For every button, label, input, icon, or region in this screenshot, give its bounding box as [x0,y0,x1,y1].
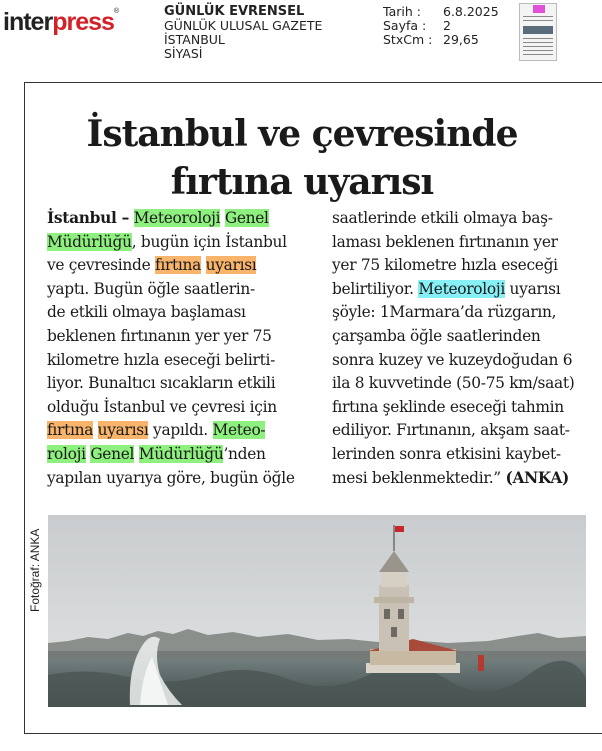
thumbnail-line [523,16,553,17]
date-label: Tarih : [383,4,421,19]
article-photo [48,515,586,707]
text-line: çarşamba öğle saatlerinden [332,326,541,345]
text-line [47,231,312,255]
maidens-tower-photo [48,515,586,707]
keyword-highlight: Meteo- [212,421,266,440]
thumbnail-line [523,50,553,51]
tower-balcony [374,597,414,603]
text-line: liyor. Bunaltıcı sıcakların etkili [47,374,276,393]
interpress-logo [3,8,119,37]
text-line: lerinden sonra etkisini kaybet- [332,444,561,463]
text-fragment: mesi beklenmektedir.” [332,468,506,487]
article-column-right [332,207,590,490]
keyword-highlight: fırtına [47,421,94,440]
text-line: laması beklenen fırtınanın yer [332,232,558,251]
text-fragment: belirtiliyor. [332,279,419,298]
keyword-highlight: fırtına [154,256,202,275]
keyword-highlight: Meteoroloji [133,209,221,227]
page-label: Sayfa : [383,18,427,33]
article-headline [24,110,580,206]
logo-text-main: inter [3,8,53,36]
islet-building [370,649,456,665]
text-line: de etkili olmaya başlaması [47,303,246,322]
stxcm-value: 29,65 [443,32,479,47]
keyword-highlight: Genel [224,209,269,227]
tower-window [384,609,390,619]
text-line: sonra kuzey ve kuzeydoğudan 6 [332,350,573,369]
keyword-highlight: uyarısı [97,421,149,440]
publication-city: İSTANBUL [164,32,225,47]
text-line: saatlerinde etkili olmaya baş- [332,209,553,227]
article-column-left [47,207,312,490]
photo-credit: Fotoğraf: ANKA [28,528,42,612]
keyword-highlight: Müdürlüğü [47,232,132,251]
text-line [332,467,590,491]
thumbnail-line [523,42,553,43]
page-thumbnail[interactable] [519,3,557,61]
keyword-highlight: roloji [47,444,86,463]
publication-category: GÜNLÜK ULUSAL GAZETE [164,18,323,33]
page-value: 2 [443,18,451,33]
thumbnail-marker [533,5,545,13]
text-line [47,419,312,443]
date-value: 6.8.2025 [443,4,499,19]
text-line: kilometre hızla eseceği belirti- [47,350,275,369]
publication-name: GÜNLÜK EVRENSEL [164,4,305,19]
text-line [47,254,312,278]
keyword-highlight: uyarısı [205,256,257,275]
text-line: ediliyor. Fırtınanın, akşam saat- [332,421,570,440]
tower-body [379,585,409,651]
text-line: beklenen fırtınanın yer yer 75 [47,326,272,345]
text-line [332,278,590,302]
thumbnail-image-block [523,26,553,34]
thumbnail-line [523,46,553,47]
tower-window [398,609,404,619]
news-source: (ANKA) [505,468,569,487]
text-fragment: yapıldı. [148,421,213,440]
text-line: şöyle: 1Marmara’da rüzgarın, [332,303,557,322]
text-line: yapılan uyarıya göre, bugün öğle [47,468,295,487]
text-fragment: ve çevresinde [47,256,155,275]
text-fragment: , bugün için İstanbul [131,232,287,251]
publication-info [164,5,322,61]
keyword-highlight: Genel [90,444,135,463]
thumbnail-line [523,54,553,55]
keyword-highlight: Müdürlüğü [138,444,224,463]
clipping-meta [383,5,499,47]
text-fragment: uyarısı [504,279,561,298]
text-fragment: ’nden [223,444,266,463]
text-line [47,443,312,467]
dateline: İstanbul – [47,209,129,227]
thumbnail-line [523,38,553,39]
keyword-highlight: Meteoroloji [418,279,505,298]
text-line: fırtına şeklinde eseceği tahmin [332,397,564,416]
stxcm-label: StxCm : [383,32,433,47]
tower-window [391,627,397,637]
logo-registered-mark: ® [113,8,120,15]
text-line: olduğu İstanbul ve çevresi için [47,397,277,416]
text-line [47,207,312,231]
publication-section: SİYASİ [164,46,203,61]
small-lighthouse [478,655,484,671]
text-line: yaptı. Bugün öğle saatlerin- [47,279,255,298]
text-line: ila 8 kuvvetinde (50-75 km/saat) [332,374,575,393]
headline-line: İstanbul ve çevresinde [86,113,518,155]
thumbnail-line [523,20,553,21]
tower-lantern [381,571,407,587]
logo-text-accent: press [52,8,114,36]
headline-line: fırtına uyarısı [170,161,434,203]
flag [395,526,404,532]
text-line: yer 75 kilometre hızla eseceği [332,256,558,275]
